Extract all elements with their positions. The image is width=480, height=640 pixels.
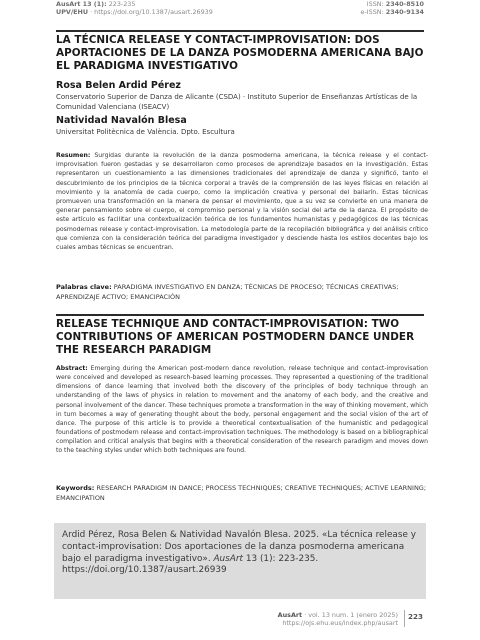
citation-text: Ardid Pérez, Rosa Belen & Natividad Navalón Blesa. 2025. «La técnica release y contact-improvisation: Dos aportaciones de la danza posmoderna americana bajo el paradigma investigativo». <box>62 530 417 564</box>
eissn-value: 2340-9134 <box>385 8 424 16</box>
author-1-affiliation: Conservatorio Superior de Danza de Alicante (CSDA) · Instituto Superior de Enseñanzas Artísticas de la Comunidad Valenciana (ISEACV) <box>56 93 418 111</box>
page-header <box>56 0 424 24</box>
citation-details[interactable]: 13 (1): 223-235. https://doi.org/10.1387/ausart.26939 <box>62 553 319 576</box>
keywords-en-label: Keywords: <box>56 484 95 492</box>
eissn-label: e-ISSN: <box>360 8 384 16</box>
page-footer: AusArt · vol. 13 num. 1 (enero 2025) https://ojs.ehu.eus/index.php/ausart <box>277 611 398 628</box>
doi-link[interactable]: https://doi.org/10.1387/ausart.26939 <box>94 8 213 16</box>
footer-url[interactable]: https://ojs.ehu.eus/index.php/ausart <box>282 619 398 628</box>
keywords-en <box>56 484 428 504</box>
author-2-affiliation: Universitat Politècnica de València. Dpto. Escultura <box>56 128 235 136</box>
abstract-es-label: Resumen: <box>56 152 91 159</box>
footer-journal: AusArt <box>277 611 303 619</box>
spanish-title: LA TÉCNICA RELEASE Y CONTACT-IMPROVISATION: DOS APORTACIONES DE LA DANZA POSMODERNA AMERICANA BAJO EL PARADIGMA INVESTIGATIVO <box>56 34 424 73</box>
header-right <box>361 0 424 16</box>
journal-ref: AusArt 13 (1): <box>56 0 107 8</box>
page-range: 223-235 <box>108 0 136 8</box>
keywords-es-text: PARADIGMA INVESTIGATIVO EN DANZA; TÉCNICAS DE PROCESO; TÉCNICAS CREATIVAS; APRENDIZAJE ACTIVO; EMANCIPACIÓN <box>56 283 399 301</box>
divider <box>56 314 424 316</box>
publisher: UPV/EHU <box>56 8 89 16</box>
abstract-en-label: Abstract: <box>56 365 88 372</box>
divider <box>56 30 424 32</box>
author-1-name: Rosa Belen Ardid Pérez <box>56 80 181 91</box>
abstract-es-text: Surgidas durante la revolución de la danza posmoderna americana, la técnica release y el contact-improvisation fueron gestadas y se desarrollaron como procesos de aprendizaje basados en la investigación. Estas representaron un cuestionamiento a las dimensiones tradicionales del aprendizaje de danza y significó, tanto el descubrimiento de los principios de la técnica corporal a través de la comprensión de las leyes físicas en relación al movimiento y la anatomía de cada cuerpo, como la implicación creativa y personal del bailarín. Estas técnicas promueven una transformación en la manera de pensar el movimiento, que a su vez se convierte en una manera de generar pensamiento sobre el cuerpo, el compromiso personal y la visión social del arte de la danza. El propósito de este artículo es facilitar una contextualización teórica de los fundamentos humanistas y pedagógicos de las técnicas posmodernas release y contact-improvisation. La metodología parte de la recopilación bibliográfica y del análisis crítico que comienza con la consideración teórica del paradigma investigador y desciende hasta los estilos docentes bajo los cuales ambas técnicas se encuentran. <box>56 152 429 252</box>
citation <box>62 530 422 577</box>
issn-label: ISSN: <box>366 0 384 8</box>
header-left: AusArt 13 (1): 223-235 UPV/EHU · https://doi.org/10.1387/ausart.26939 <box>56 0 213 16</box>
footer-volume: vol. 13 num. 1 (enero 2025) <box>308 611 398 619</box>
keywords-es <box>56 283 428 303</box>
abstract-en <box>56 364 428 456</box>
page-number: 223 <box>407 612 423 621</box>
english-title: RELEASE TECHNIQUE AND CONTACT-IMPROVISATION: TWO CONTRIBUTIONS OF AMERICAN POSTMODERN DANCE UNDER THE RESEARCH PARADIGM <box>56 318 415 357</box>
footer-divider <box>404 610 405 627</box>
abstract-en-text: Emerging during the American post-modern dance revolution, release technique and contact-improvisation were conceived and developed as research-based learning processes. They represented a questioning of the traditional dimensions of dance learning that involved both the discovery of the principles of body technique through an understanding of the laws of physics in relation to movement and the anatomy of each body, and the creative and personal involvement of the dancer. These techniques promote a transformation in the way of thinking movement, which in turn becomes a way of generating thought about the body, personal engagement and the social vision of the art of dance. The purpose of this article is to provide a theoretical contextualisation of the humanistic and pedagogical foundations of postmodern release and contact-improvisation techniques. The methodology is based on a bibliographical compilation and critical analysis that begins with a theoretical consideration of the research paradigm and moves down to the teaching styles under which both techniques are found. <box>56 365 429 455</box>
keywords-es-label: Palabras clave: <box>56 283 112 291</box>
keywords-en-text: RESEARCH PARADIGM IN DANCE; PROCESS TECHNIQUES; CREATIVE TECHNIQUES; ACTIVE LEARNING; EMANCIPATION <box>56 484 427 502</box>
author-2-name: Natividad Navalón Blesa <box>56 115 187 126</box>
citation-journal: AusArt <box>213 553 244 564</box>
abstract-es <box>56 151 428 252</box>
issn-value: 2340-8510 <box>385 0 424 8</box>
